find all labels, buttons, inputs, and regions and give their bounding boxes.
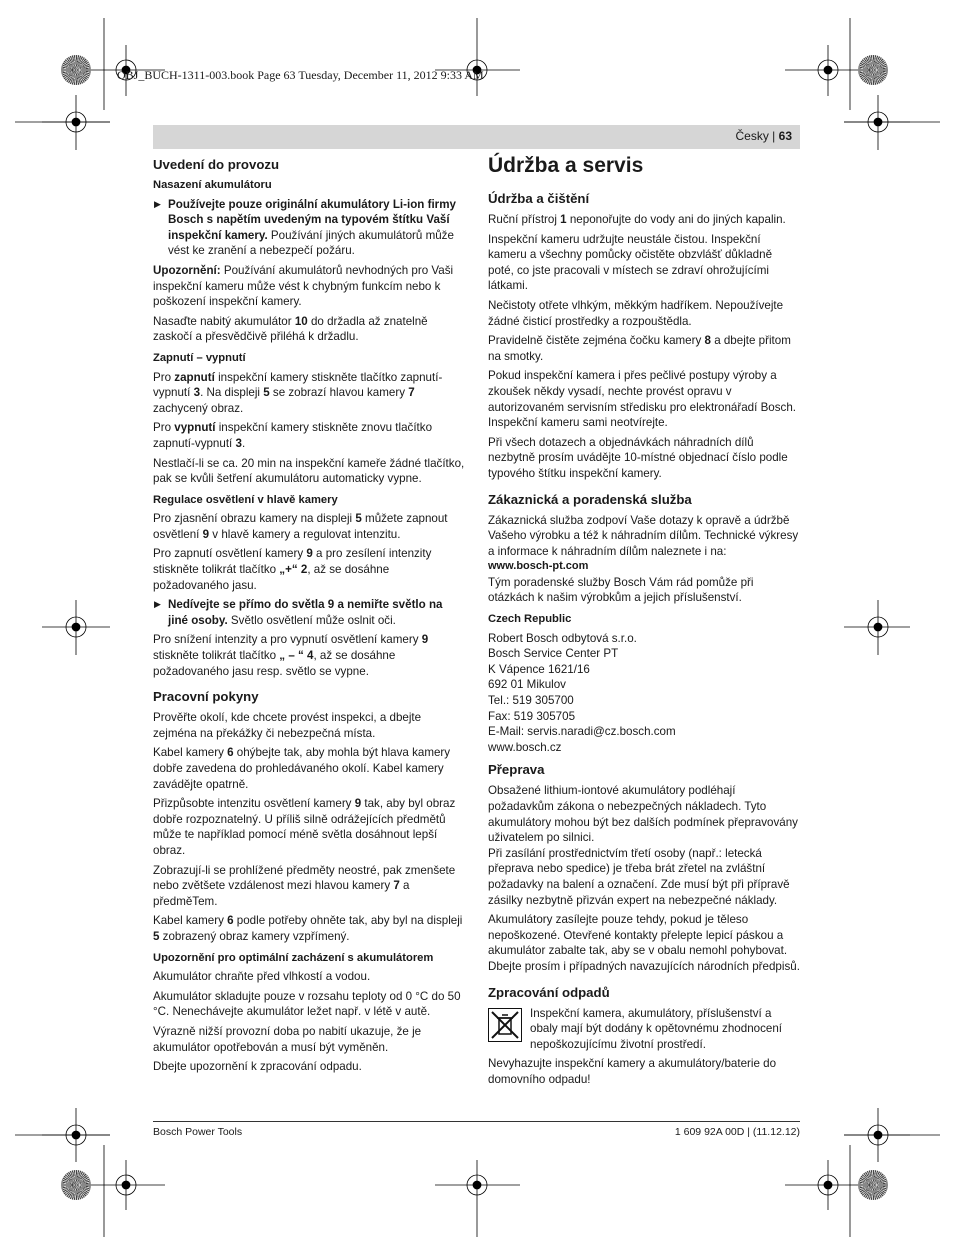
paragraph: Pro zjasnění obrazu kamery na displeji 5 můžete zapnout osvětlení 9 v hlavě kamery a regulovat intenzitu. <box>153 512 448 541</box>
paragraph: Při zasílání prostřednictvím třetí osoby (např.: letecká přeprava nebo spedice) je třeba brát zřetel na zvláštní požadavky na balení a označení. Zde musí být při přípravě zásilky nezbytně přizván expert na nebezpečné náklady. <box>488 846 790 907</box>
paragraph: Nasaďte nabitý akumulátor 10 do držadla až znatelně zaskočí a přesvědčivě přiléhá k držadlu. <box>153 314 428 344</box>
subsection-heading: Regulace osvětlení v hlavě kamery <box>153 493 338 506</box>
section-heading: Zákaznická a poradenská služba <box>488 491 692 507</box>
address-line: Robert Bosch odbytová s.r.o. <box>488 631 637 645</box>
paragraph: Pro vypnutí inspekční kamery stiskněte znovu tlačítko zapnutí-vypnutí 3. <box>153 421 433 450</box>
separator: | <box>772 129 776 143</box>
page-title: Údržba a servis <box>488 154 644 177</box>
footer-divider <box>153 1121 800 1122</box>
paragraph: Dbejte prosím i případných navazujících národních předpisů. <box>488 959 800 973</box>
section-heading: Uvedení do provozu <box>153 157 280 172</box>
warning-bullet: ▶ Nedívejte se přímo do světla 9 a nemiřte světlo na jiné osoby. Světlo osvětlení může oslnit oči. <box>153 597 465 628</box>
paragraph: Výrazně nižší provozní doba po nabití ukazuje, že je akumulátor opotřebován a musí být vyměněn. <box>153 1024 422 1054</box>
paragraph: Inspekční kamera, akumulátory, příslušenství a obaly mají být dodány k opětovnému zhodnocení nepoškozujícímu životní prostředí. <box>530 1006 783 1051</box>
address-line: 692 01 Mikulov <box>488 678 566 692</box>
paragraph: Akumulátor skladujte pouze v rozsahu teploty od 0 °C do 50 °C. Nenechávejte akumulátor ležet např. v létě v autě. <box>153 989 461 1019</box>
page-label <box>735 129 792 143</box>
address-line: K Vápence 1621/16 <box>488 662 590 676</box>
rosette-top-right <box>858 55 888 85</box>
paragraph: Kabel kamery 6 podle potřeby ohněte tak, aby byl na displeji 5 zobrazený obraz kamery vzpřímený. <box>153 914 463 943</box>
paragraph: Pro zapnutí inspekční kamery stiskněte tlačítko zapnutí-vypnutí 3. Na displeji 5 se zobrazí hlavou kamery 7 zachycený obraz. <box>153 370 443 415</box>
right-column <box>488 153 800 1092</box>
warning-bullet: ▶ Používejte pouze originální akumulátory Li-ion firmy Bosch s napětím uvedeným na typovém štítku Vaší inspekční kamery. Používání jiných akumulátorů může vést ke zranění a nebezpečí požáru. <box>153 197 465 259</box>
paragraph: Při všech dotazech a objednávkách náhradních dílů nezbytně prosím uvádějte 10-místné objednací číslo podle typového štítku inspekční kamery. <box>488 435 788 480</box>
subsection-heading: Zapnutí – vypnutí <box>153 351 246 364</box>
subsection-heading: Upozornění pro optimální zacházení s akumulátorem <box>153 951 434 964</box>
paragraph: Přizpůsobte intenzitu osvětlení kamery 9 tak, aby byl obraz dobře rozpoznatelný. U příliš silně odrážejících předmětů může te například pomocí méně světla dosáhnout lepší obraz. <box>153 797 456 857</box>
section-heading: Pracovní pokyny <box>153 689 259 705</box>
paragraph: Nevyhazujte inspekční kamery a akumulátory/baterie do domovního odpadu! <box>488 1057 777 1086</box>
disposal-block <box>488 1006 800 1053</box>
crossed-bin-svg <box>489 1009 521 1041</box>
paragraph: Akumulátor chraňte před vlhkostí a vodou. <box>153 970 371 984</box>
paragraph: Nečistoty otřete vlhkým, měkkým hadříkem. Nepoužívejte žádné čisticí prostředky a rozpouštědla. <box>488 298 784 328</box>
paragraph: Nestlačí-li se ca. 20 min na inspekční kameře žádné tlačítko, pak se kvůli šetření akumulátoru automaticky vypne. <box>153 456 465 486</box>
website-line[interactable]: www.bosch.cz <box>488 740 562 754</box>
header-band <box>153 125 800 149</box>
rosette-bottom-left <box>61 1170 91 1200</box>
address-line: Fax: 519 305705 <box>488 709 576 723</box>
paragraph: Pro snížení intenzity a pro vypnutí osvětlení kamery 9 stiskněte tolikrát tlačítko „ – “ 4, až se dosáhne požadovaného jasu resp. světlo se vypne. <box>153 633 429 678</box>
paragraph: Zobrazují-li se prohlížené předměty neostré, pak zmenšete nebo zvětšete vzdálenost mezi hlavou kamery 7 a předměTem. <box>153 863 456 908</box>
language-label: Česky <box>735 129 769 143</box>
rosette-bottom-right <box>858 1170 888 1200</box>
left-column <box>153 156 465 1079</box>
subsection-heading: Czech Republic <box>488 613 572 626</box>
footer-doc-number: 1 609 92A 00D | (11.12.12) <box>674 1126 800 1138</box>
paragraph: Inspekční kameru udržujte neustále čistou. Inspekční kameru a všechny pomůcky očistěte obzvlášť důkladně poté, co jste pracovali v místech se zdraví ohrožujícími látkami. <box>488 232 773 293</box>
page-number: 63 <box>778 129 792 143</box>
paragraph: Upozornění: Používání akumulátorů nevhodných pro Vaši inspekční kameru může vést k chybným funkcím nebo k poškození inspekční kamery. <box>153 263 454 309</box>
paragraph: Akumulátory zasílejte pouze tehdy, pokud je těleso nepoškozené. Otevřené kontakty přelepte lepicí páskou a akumulátor zabalte tak, aby se v obalu nemohl pohybovat. <box>488 913 788 958</box>
paragraph: Zákaznická služba zodpoví Vaše dotazy k opravě a údržbě Vašeho výrobku a též k náhradním dílům. Technické výkresy a informace k náhradním dílům naleznete i na: <box>488 513 799 558</box>
file-info: OBJ_BUCH-1311-003.book Page 63 Tuesday, December 11, 2012 9:33 AM <box>117 68 484 82</box>
address-line: Tel.: 519 305700 <box>488 694 574 708</box>
rosette-top-left <box>61 55 91 85</box>
section-heading: Zpracování odpadů <box>488 984 610 1000</box>
crossed-bin-icon <box>488 1008 522 1042</box>
footer-brand: Bosch Power Tools <box>153 1126 243 1138</box>
paragraph: Obsažené lithium-iontové akumulátory podléhají požadavkům zákona o nebezpečných nákladech. Tyto akumulátory mohou být bez dalších podmínek přepravovány uživatelem po silnici. <box>488 784 798 845</box>
paragraph: Prověřte okolí, kde chcete provést inspekci, a dbejte zejména na překážky či nebezpečná místa. <box>153 711 422 740</box>
paragraph: Pro zapnutí osvětlení kamery 9 a pro zesílení intenzity stiskněte tolikrát tlačítko „+“ 2, až se dosáhne požadovaného jasu. <box>153 547 432 592</box>
email-line[interactable]: E-Mail: servis.naradi@cz.bosch.com <box>488 725 676 739</box>
section-heading: Přeprava <box>488 762 545 778</box>
section-heading: Údržba a čištění <box>488 191 590 206</box>
website-link[interactable]: www.bosch-pt.com <box>488 560 589 573</box>
address-line: Bosch Service Center PT <box>488 647 619 661</box>
paragraph: Tým poradenské služby Bosch Vám rád pomůže při otázkách k našim výrobkům a jejich příslušenství. <box>488 575 754 605</box>
paragraph: Dbejte upozornění k zpracování odpadu. <box>153 1060 362 1074</box>
paragraph: Kabel kamery 6 ohýbejte tak, aby mohla být hlava kamery dobře zavedena do prohledávaného okolí. Kabel kamery zavádějte opatrně. <box>153 746 451 791</box>
subsection-heading: Nasazení akumulátoru <box>153 179 272 191</box>
address-block <box>488 631 800 756</box>
paragraph: Pravidelně čistěte zejména čočku kamery 8 a dbejte přitom na smotky. <box>488 334 791 363</box>
paragraph: Pokud inspekční kamera i přes pečlivé postupy výroby a zkoušek někdy vysadí, nechte provést opravu v autorizovaném servisním středisku pro elektronářadí Bosch. Inspekční kameru sami neotvírejte. <box>488 369 797 430</box>
paragraph: Ruční přístroj 1 neponořujte do vody ani do jiných kapalin. <box>488 213 786 226</box>
